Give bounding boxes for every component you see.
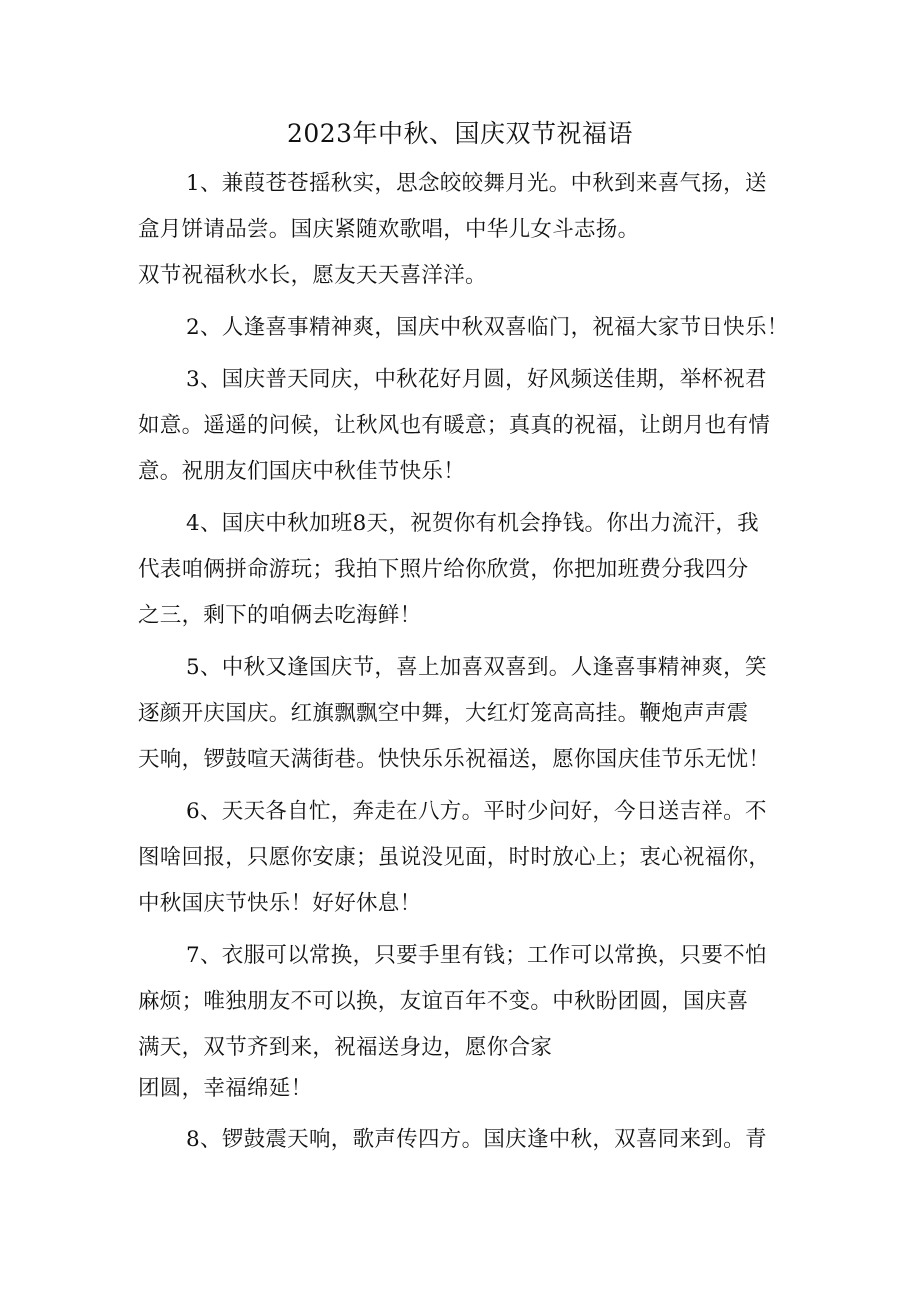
paragraph-line: 如意。遥遥的问候，让秋风也有暖意；真真的祝福，让朗月也有情: [138, 413, 771, 438]
paragraph-line: 8、锣鼓震天响，歌声传四方。国庆逢中秋，双喜同来到。青: [186, 1127, 767, 1152]
paragraph-line: 4、国庆中秋加班8天，祝贺你有机会挣钱。你出力流汗，我: [186, 511, 759, 536]
paragraph-line: 图啥回报，只愿你安康；虽说没见面，时时放心上；衷心祝福你，: [138, 845, 771, 870]
paragraph-line: 双节祝福秋水长，愿友天天喜洋洋。: [138, 263, 487, 288]
paragraph-line: 1、兼葭苍苍摇秋实，思念皎皎舞月光。中秋到来喜气扬，送: [186, 171, 767, 196]
paragraph-line: 之三，剩下的咱俩去吃海鲜！: [138, 603, 422, 628]
paragraph-line: 代表咱俩拼命游玩；我拍下照片给你欣赏，你把加班费分我四分: [138, 557, 749, 582]
paragraph-line: 天响，锣鼓喧天满街巷。快快乐乐祝福送，愿你国庆佳节乐无忧！: [138, 747, 771, 772]
document-title: 2023年中秋、国庆双节祝福语: [286, 119, 634, 148]
paragraph-line: 3、国庆普天同庆，中秋花好月圆，好风频送佳期，举杯祝君: [186, 367, 767, 392]
paragraph-line: 盒月饼请品尝。国庆紧随欢歌唱，中华儿女斗志扬。: [138, 217, 640, 242]
paragraph-line: 中秋国庆节快乐！好好休息！: [138, 891, 422, 916]
paragraph-line: 意。祝朋友们国庆中秋佳节快乐！: [138, 459, 466, 484]
paragraph-line: 满天，双节齐到来，祝福送身边，愿你合家: [138, 1035, 553, 1060]
paragraph-line: 团圆，幸福绵延！: [138, 1076, 313, 1101]
paragraph-line: 麻烦；唯独朋友不可以换，友谊百年不变。中秋盼团圆，国庆喜: [138, 989, 749, 1014]
paragraph-line: 6、天天各自忙，奔走在八方。平时少问好，今日送吉祥。不: [186, 799, 767, 824]
paragraph-line: 5、中秋又逢国庆节，喜上加喜双喜到。人逢喜事精神爽，笑: [186, 655, 767, 680]
paragraph-line: 2、人逢喜事精神爽，国庆中秋双喜临门，祝福大家节日快乐！: [186, 315, 789, 340]
paragraph-line: 逐颜开庆国庆。红旗飘飘空中舞，大红灯笼高高挂。鞭炮声声震: [138, 701, 749, 726]
paragraph-line: 7、衣服可以常换，只要手里有钱；工作可以常换，只要不怕: [186, 943, 767, 968]
